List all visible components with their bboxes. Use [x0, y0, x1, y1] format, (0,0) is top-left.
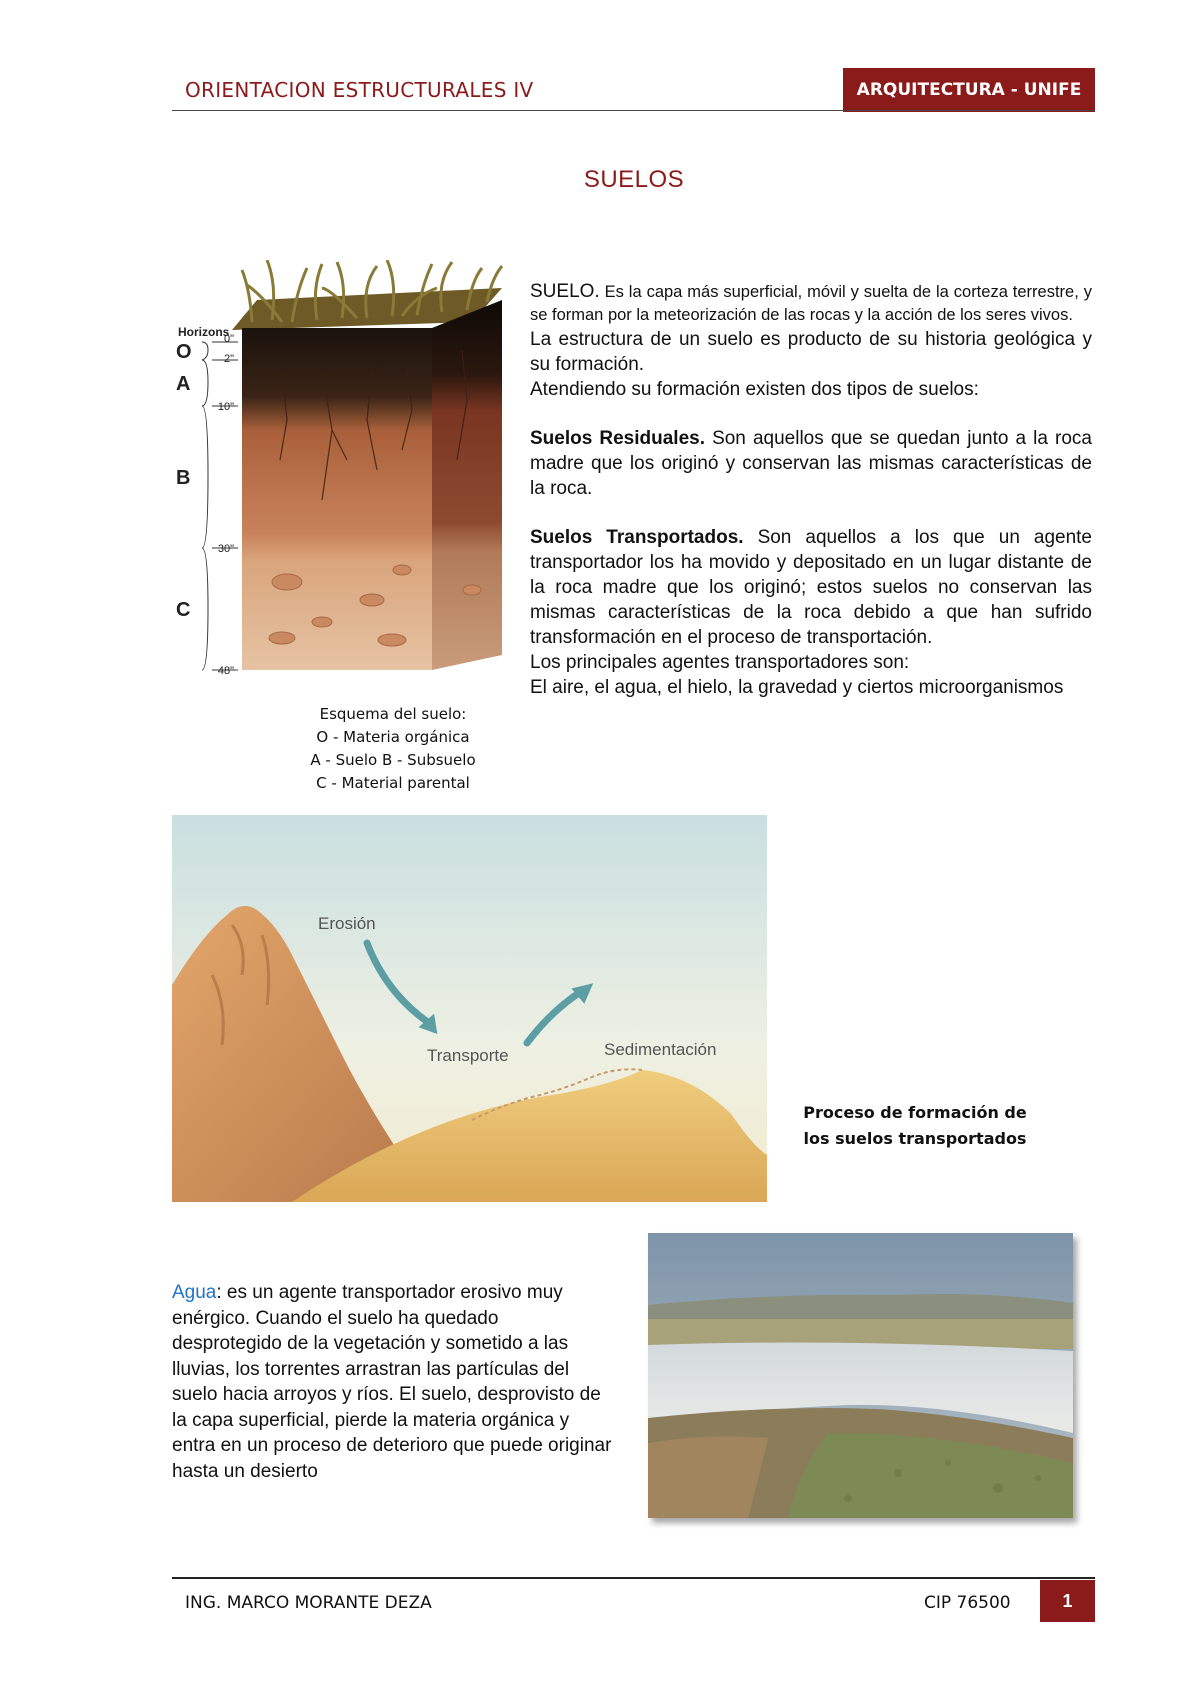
transporte-label: Transporte: [427, 1046, 509, 1065]
erosion-label: Erosión: [318, 914, 376, 933]
intro-text: [530, 280, 1092, 700]
header-title: ORIENTACION ESTRUCTURALES IV: [185, 78, 534, 102]
layer-label: O: [176, 341, 192, 363]
page-number: 1: [1040, 1580, 1095, 1622]
layer-label: A: [176, 373, 191, 395]
sedimentacion-label: Sedimentación: [604, 1040, 717, 1059]
layer-label: C: [176, 599, 191, 621]
agentes-heading: Los principales agentes transportadores son:: [530, 652, 910, 673]
tipos-paragraph: Atendiendo su formación existen dos tipos de suelos:: [530, 379, 979, 400]
footer-divider: [172, 1577, 1095, 1579]
erosion-diagram: [172, 815, 767, 1202]
soil-caption: Esquema del suelo: O - Materia orgánica A - Suelo B - Subsuelo C - Material parental: [310, 705, 476, 792]
depth-label: 10": [217, 401, 234, 413]
suelos-residuales: Suelos Residuales. Son aquellos que se quedan junto a la roca madre que los originó y conservan las mismas características de la roca.: [530, 428, 1092, 499]
agua-paragraph: Agua: es un agente transportador erosivo muy enérgico. Cuando el suelo ha quedado desprotegido de la vegetación y sometido a las lluvias, los torrentes arrastran las partículas del suelo hacia arroyos y ríos. El suelo, desprovisto de la capa superficial, pierde la materia orgánica y entra en un proceso de deterioro que puede originar hasta un desierto: [172, 1282, 612, 1482]
page-title: SUELOS: [583, 166, 685, 193]
footer-cip: CIP 76500: [924, 1593, 1011, 1613]
depth-label: 48": [217, 665, 234, 677]
estructura-paragraph: La estructura de un suelo es producto de su historia geológica y su formación.: [530, 329, 1092, 375]
depth-label: 0": [223, 333, 234, 345]
horizons-label: Horizons: [178, 325, 230, 339]
depth-label: 2": [223, 353, 234, 365]
water-landscape-photo: [648, 1233, 1073, 1518]
soil-profile-diagram: [172, 260, 512, 690]
layer-label: B: [176, 467, 191, 489]
agua-keyword: Agua: [172, 1282, 217, 1303]
suelo-definition: SUELO. Es la capa más superficial, móvil y suelta de la corteza terrestre, y se forman por la meteorización de las rocas y la acción de los seres vivos.: [530, 281, 1092, 324]
agentes-list: El aire, el agua, el hielo, la gravedad y ciertos microorganismos: [530, 677, 1064, 698]
depth-label: 30": [217, 543, 234, 555]
header-divider: [172, 110, 1095, 111]
erosion-caption: Proceso de formación de los suelos transportados: [803, 1103, 1027, 1148]
footer-author: ING. MARCO MORANTE DEZA: [185, 1593, 432, 1613]
suelos-transportados: Suelos Transportados. Son aquellos a los que un agente transportador los ha movido y depositado en un lugar distante de la roca madre que los originó; estos suelos no conservan las mismas características de la roca debido a que han sufrido transformación en el proceso de transportación.: [530, 527, 1092, 648]
header-badge: ARQUITECTURA - UNIFE: [843, 68, 1095, 112]
